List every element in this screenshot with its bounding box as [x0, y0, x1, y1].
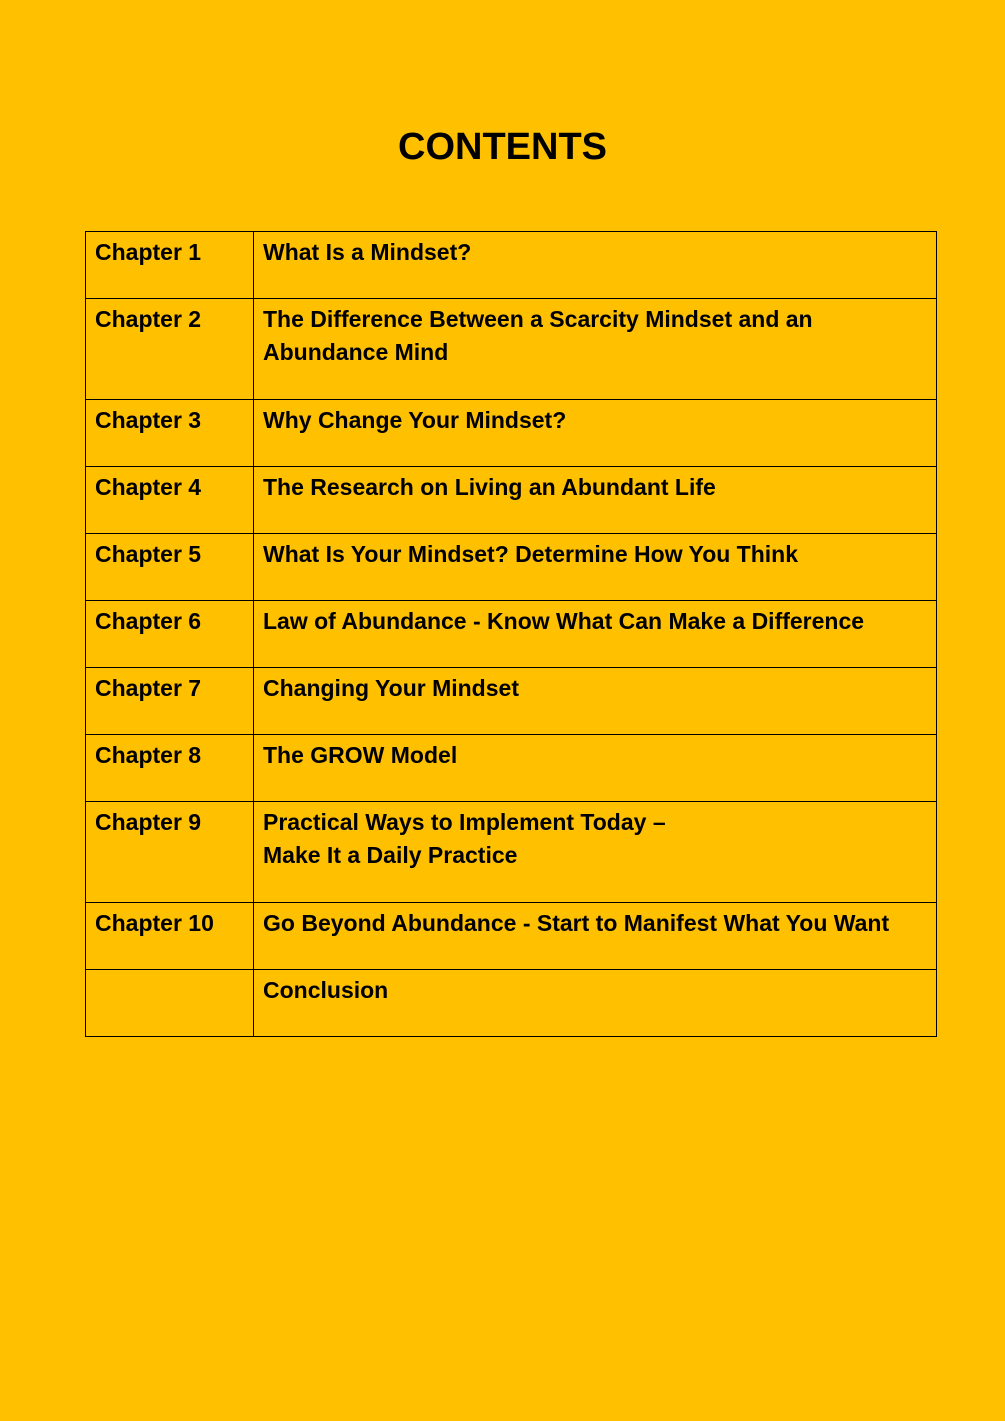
chapter-title: [254, 735, 937, 802]
chapter-title-line: What Is a Mindset?: [263, 239, 472, 265]
chapter-title: [254, 668, 937, 735]
chapter-label: Chapter 2: [86, 299, 254, 400]
chapter-title-line: The Research on Living an Abundant Life: [263, 474, 716, 500]
chapter-title-line: The GROW Model: [263, 742, 458, 768]
chapter-title: [254, 903, 937, 970]
toc-row: [86, 299, 937, 400]
contents-table: [85, 231, 937, 1037]
chapter-title: [254, 534, 937, 601]
chapter-title-line: Law of Abundance - Know What Can Make a Difference: [263, 608, 865, 634]
chapter-title: [254, 802, 937, 903]
toc-row: [86, 232, 937, 299]
chapter-title-line: Why Change Your Mindset?: [263, 407, 567, 433]
toc-row: [86, 802, 937, 903]
chapter-title: [254, 467, 937, 534]
chapter-label: Chapter 9: [86, 802, 254, 903]
chapter-title: [254, 601, 937, 668]
chapter-label: Chapter 3: [86, 400, 254, 467]
chapter-label: Chapter 4: [86, 467, 254, 534]
toc-row: [86, 467, 937, 534]
chapter-title-line: What Is Your Mindset? Determine How You Think: [263, 541, 799, 567]
toc-row: [86, 735, 937, 802]
chapter-title-line: Changing Your Mindset: [263, 675, 519, 701]
chapter-title-line: Go Beyond Abundance - Start to Manifest What You Want: [263, 910, 890, 936]
chapter-title-line: Abundance Mind: [263, 339, 449, 365]
chapter-title: [254, 970, 937, 1037]
toc-row: [86, 903, 937, 970]
toc-row: [86, 601, 937, 668]
chapter-title: [254, 400, 937, 467]
chapter-label: Chapter 7: [86, 668, 254, 735]
chapter-label: Chapter 8: [86, 735, 254, 802]
chapter-title-line: Make It a Daily Practice: [263, 842, 518, 868]
toc-row: [86, 400, 937, 467]
chapter-label: Chapter 5: [86, 534, 254, 601]
contents-table-body: [86, 232, 937, 1037]
chapter-title: [254, 299, 937, 400]
chapter-title: [254, 232, 937, 299]
page-title: CONTENTS: [398, 126, 607, 168]
toc-row: [86, 970, 937, 1037]
chapter-label: Chapter 6: [86, 601, 254, 668]
chapter-label: Chapter 10: [86, 903, 254, 970]
chapter-label: Chapter 1: [86, 232, 254, 299]
toc-row: [86, 668, 937, 735]
chapter-title-line: The Difference Between a Scarcity Mindset and an: [263, 306, 813, 332]
chapter-label: [86, 970, 254, 1037]
chapter-title-line: Conclusion: [263, 977, 389, 1003]
toc-row: [86, 534, 937, 601]
chapter-title-line: Practical Ways to Implement Today –: [263, 809, 666, 835]
